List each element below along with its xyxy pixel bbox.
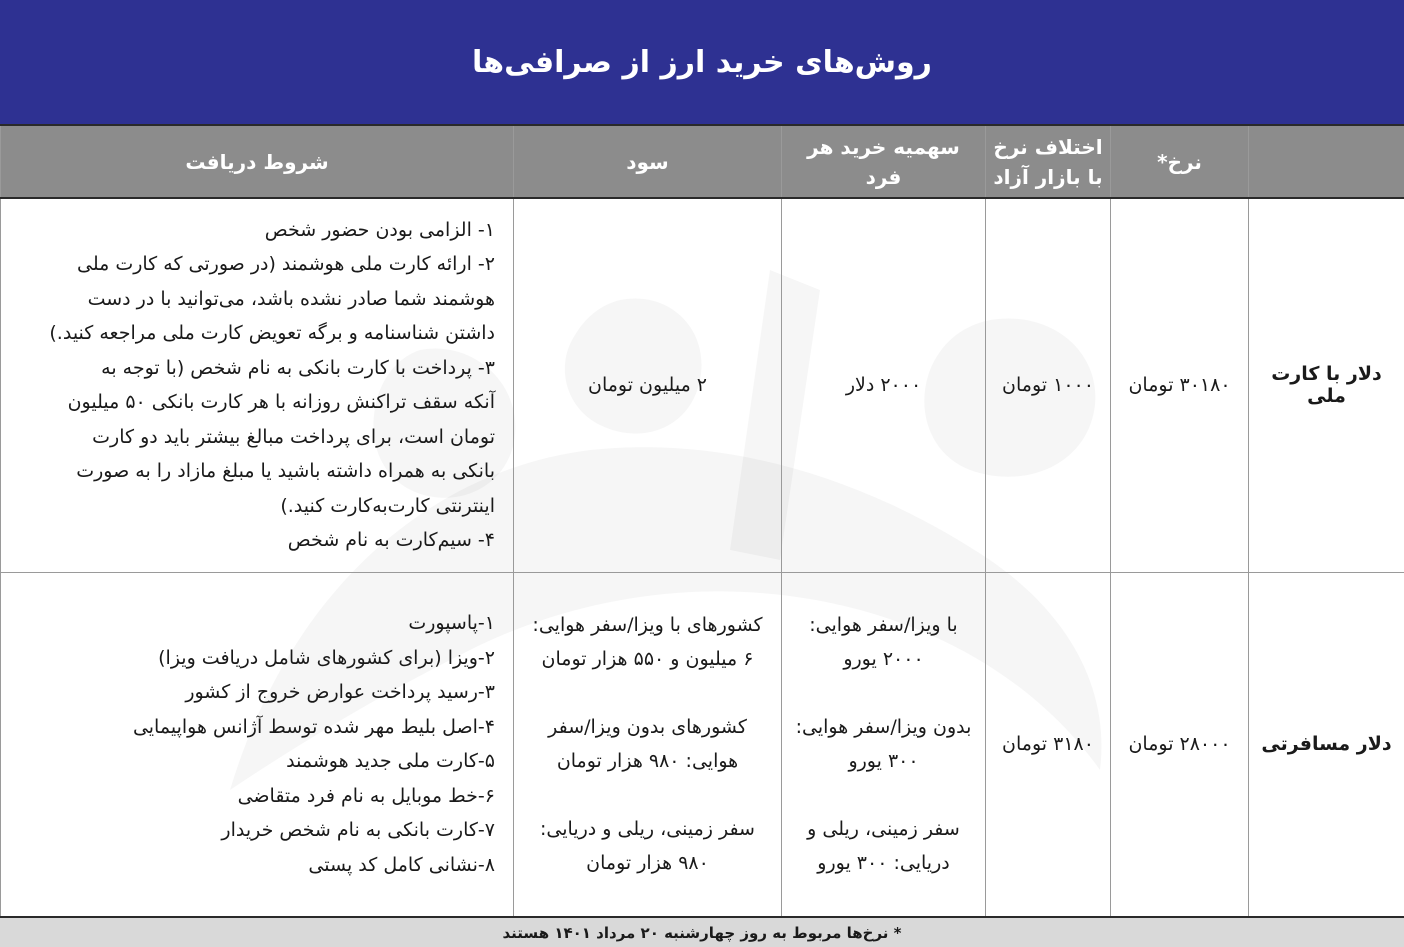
title-bar <box>0 0 1404 124</box>
condition-line: ۳-رسید پرداخت عوارض خروج از کشور <box>185 681 495 703</box>
table-row <box>1 572 1404 916</box>
header-diff-line2: با بازار آزاد <box>993 164 1103 189</box>
profit-cell: ۲ میلیون تومان <box>514 198 782 572</box>
quota-cell: ۲۰۰۰ دلار <box>782 198 986 572</box>
quota-line: سفر زمینی، ریلی و <box>807 818 960 840</box>
condition-line: آنکه سقف تراکنش روزانه با هر کارت بانکی ۵۰ میلیون <box>67 391 495 414</box>
profit-line: کشورهای بدون ویزا/سفر <box>548 716 747 738</box>
quota-cell <box>782 572 986 916</box>
profit-block-no-visa <box>524 710 771 778</box>
rate-cell: ۳۰۱۸۰ تومان <box>1111 198 1249 572</box>
condition-line: ۱-پاسپورت <box>408 612 495 634</box>
footnote-bar <box>0 916 1404 947</box>
header-profit: سود <box>514 125 782 198</box>
quota-line: بدون ویزا/سفر هوایی: <box>795 716 972 738</box>
profit-block-visa <box>524 608 771 676</box>
condition-line: بانکی به همراه داشته باشید یا مبلغ مازاد را به صورت <box>76 460 495 483</box>
header-quota: سهمیه خرید هر فرد <box>782 125 986 198</box>
condition-line: ۲-ویزا (برای کشورهای شامل دریافت ویزا) <box>158 646 495 669</box>
condition-line: ۳- پرداخت با کارت بانکی به نام شخص (با توجه به <box>101 356 495 379</box>
condition-line: تومان است، برای پرداخت مبالغ بیشتر باید دو کارت <box>92 425 495 448</box>
table-row <box>1 198 1404 572</box>
quota-line: دریایی: ۳۰۰ یورو <box>817 852 950 874</box>
footnote-text: * نرخ‌ها مربوط به روز چهارشنبه ۲۰ مرداد ۱۴۰۱ هستند <box>502 923 902 942</box>
header-label <box>1249 125 1404 198</box>
spacer <box>792 676 975 710</box>
profit-cell <box>514 572 782 916</box>
condition-line: ۴-اصل بلیط مهر شده توسط آژانس هواپیمایی <box>132 715 495 738</box>
spacer <box>524 778 771 812</box>
profit-line: سفر زمینی، ریلی و دریایی: <box>540 818 755 840</box>
quota-line: با ویزا/سفر هوایی: <box>809 614 958 636</box>
profit-line: ۶ میلیون و ۵۵۰ هزار تومان <box>541 648 754 670</box>
quota-block-land <box>792 812 975 880</box>
condition-line: ۱- الزامی بودن حضور شخص <box>264 218 495 241</box>
header-diff-line1: اختلاف نرخ <box>993 134 1103 159</box>
spacer <box>792 778 975 812</box>
rate-cell: ۲۸۰۰۰ تومان <box>1111 572 1249 916</box>
header-rate: نرخ* <box>1111 125 1249 198</box>
condition-line: ۲- ارائه کارت ملی هوشمند (در صورتی که کارت ملی <box>76 253 495 276</box>
condition-line: ۷-کارت بانکی به نام شخص خریدار <box>221 819 495 841</box>
row-label: دلار با کارت ملی <box>1249 198 1404 572</box>
diff-cell: ۳۱۸۰ تومان <box>986 572 1111 916</box>
header-diff <box>986 125 1111 198</box>
condition-line: ۴- سیم‌کارت به نام شخص <box>287 529 495 552</box>
condition-line: ۶-خط موبایل به نام فرد متقاضی <box>237 784 495 807</box>
profit-line: هوایی: ۹۸۰ هزار تومان <box>556 750 739 772</box>
condition-line: ۵-کارت ملی جدید هوشمند <box>286 750 495 772</box>
quota-block-no-visa <box>792 710 975 778</box>
table-header-row <box>1 125 1404 198</box>
row-label: دلار مسافرتی <box>1249 572 1404 916</box>
header-conditions: شروط دریافت <box>1 125 514 198</box>
profit-line: ۹۸۰ هزار تومان <box>586 852 709 874</box>
profit-line: کشورهای با ویزا/سفر هوایی: <box>532 614 763 636</box>
condition-line: ۸-نشانی کامل کد پستی <box>308 853 495 876</box>
condition-line: اینترنتی کارت‌به‌کارت کنید.) <box>280 494 495 517</box>
quota-line: ۳۰۰ یورو <box>848 750 919 772</box>
diff-cell: ۱۰۰۰ تومان <box>986 198 1111 572</box>
page-title: روش‌های خرید ارز از صرافی‌ها <box>472 44 932 80</box>
quota-block-visa <box>792 608 975 676</box>
conditions-cell <box>1 198 514 572</box>
conditions-cell <box>1 572 514 916</box>
profit-block-land <box>524 812 771 880</box>
condition-line: داشتن شناسنامه و برگه تعویض کارت ملی مراجعه کنید.) <box>49 322 495 345</box>
exchange-methods-table <box>0 124 1404 917</box>
spacer <box>524 676 771 710</box>
quota-line: ۲۰۰۰ یورو <box>843 648 924 670</box>
condition-line: هوشمند شما صادر نشده باشد، می‌توانید با در دست <box>87 287 495 310</box>
